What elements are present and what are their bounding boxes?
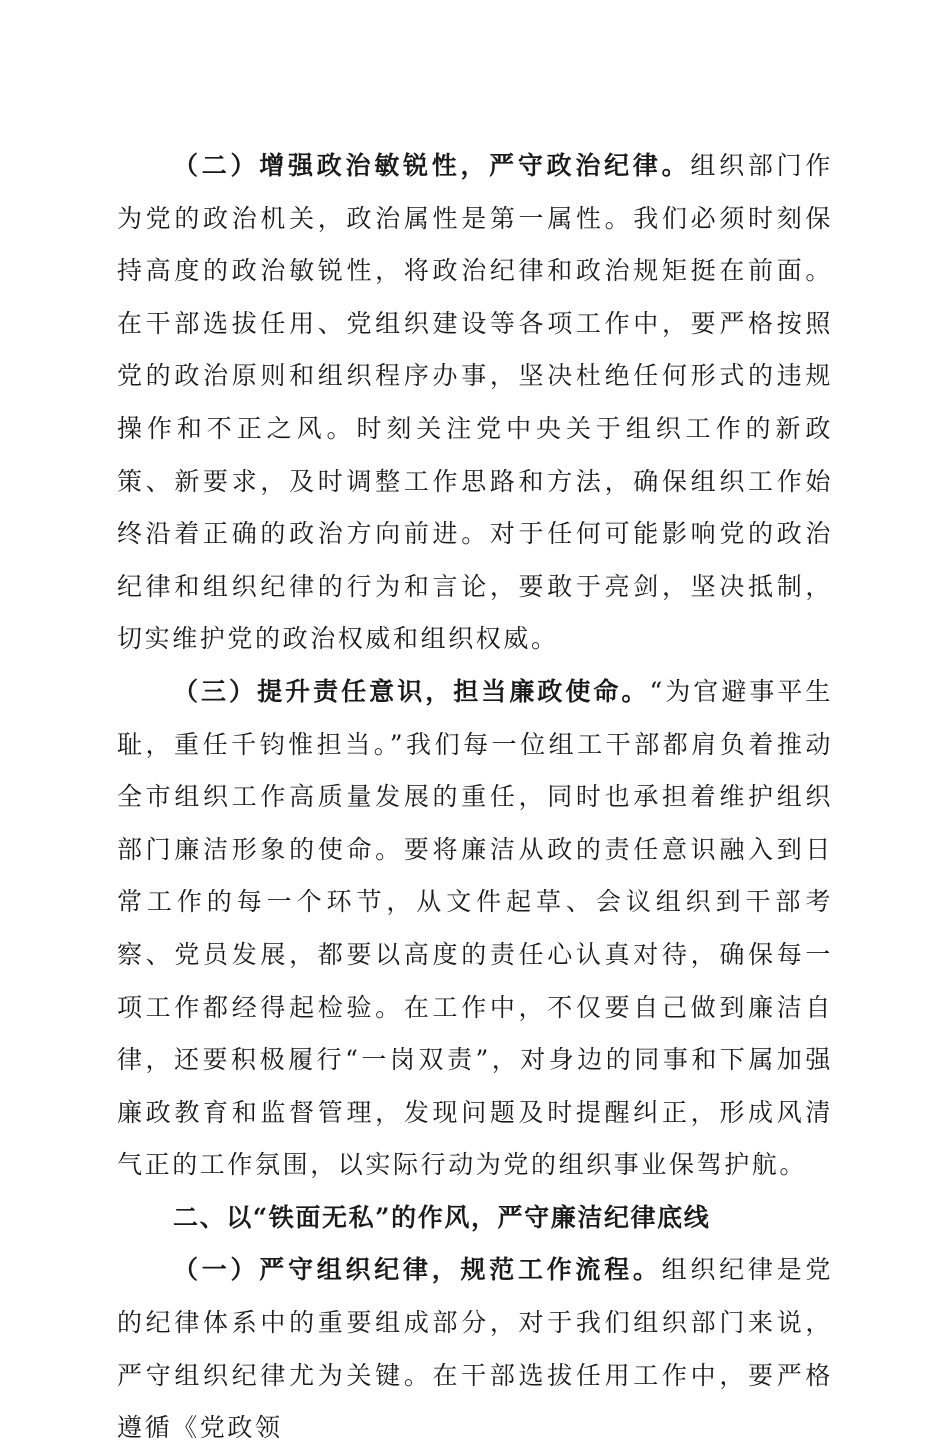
document-body: [117, 140, 833, 1455]
paragraph-strengthen-political-sensitivity: [117, 140, 833, 666]
paragraph-lead: （一）严守组织纪律，规范工作流程。: [173, 1255, 662, 1285]
paragraph-lead: （三）提升责任意识，担当廉政使命。: [173, 676, 650, 706]
paragraph-organizational-discipline: [117, 1244, 833, 1454]
paragraph-lead: （二）增强政治敏锐性，严守政治纪律。: [173, 151, 691, 180]
paragraph-enhance-responsibility: [117, 666, 833, 1192]
paragraph-text: “为官避事平生耻，重任千钧惟担当。”我们每一位组工干部都肩负着推动全市组织工作高质量发展的重任，同时也承担着维护组织部门廉洁形象的使命。要将廉洁从政的责任意识融入到日常工作的每一个环节，从文件起草、会议组织到干部考察、党员发展，都要以高度的责任心认真对待，确保每一项工作都经得起检验。在工作中，不仅要自己做到廉洁自律，还要积极履行“一岗双责”，对身边的同事和下属加强廉政教育和监督管理，发现问题及时提醒纠正，形成风清气正的工作氛围，以实际行动为党的组织事业保驾护航。: [117, 676, 834, 1180]
section-heading: 二、以“铁面无私”的作风，严守廉洁纪律底线: [173, 1202, 711, 1232]
paragraph-text: 组织部门作为党的政治机关，政治属性是第一属性。我们必须时刻保持高度的政治敏锐性，将政治纪律和政治规矩挺在前面。在干部选拔任用、党组织建设等各项工作中，要严格按照党的政治原则和组织程序办事，坚决杜绝任何形式的违规操作和不正之风。时刻关注党中央关于组织工作的新政策、新要求，及时调整工作思路和方法，确保组织工作始终沿着正确的政治方向前进。对于任何可能影响党的政治纪律和组织纪律的行为和言论，要敢于亮剑，坚决抵制，切实维护党的政治权威和组织权威。: [117, 151, 833, 654]
paragraph-text: 组织纪律是党的纪律体系中的重要组成部分，对于我们组织部门来说，严守组织纪律尤为关键。在干部选拔任用工作中，要严格遵循《党政领: [117, 1255, 833, 1443]
